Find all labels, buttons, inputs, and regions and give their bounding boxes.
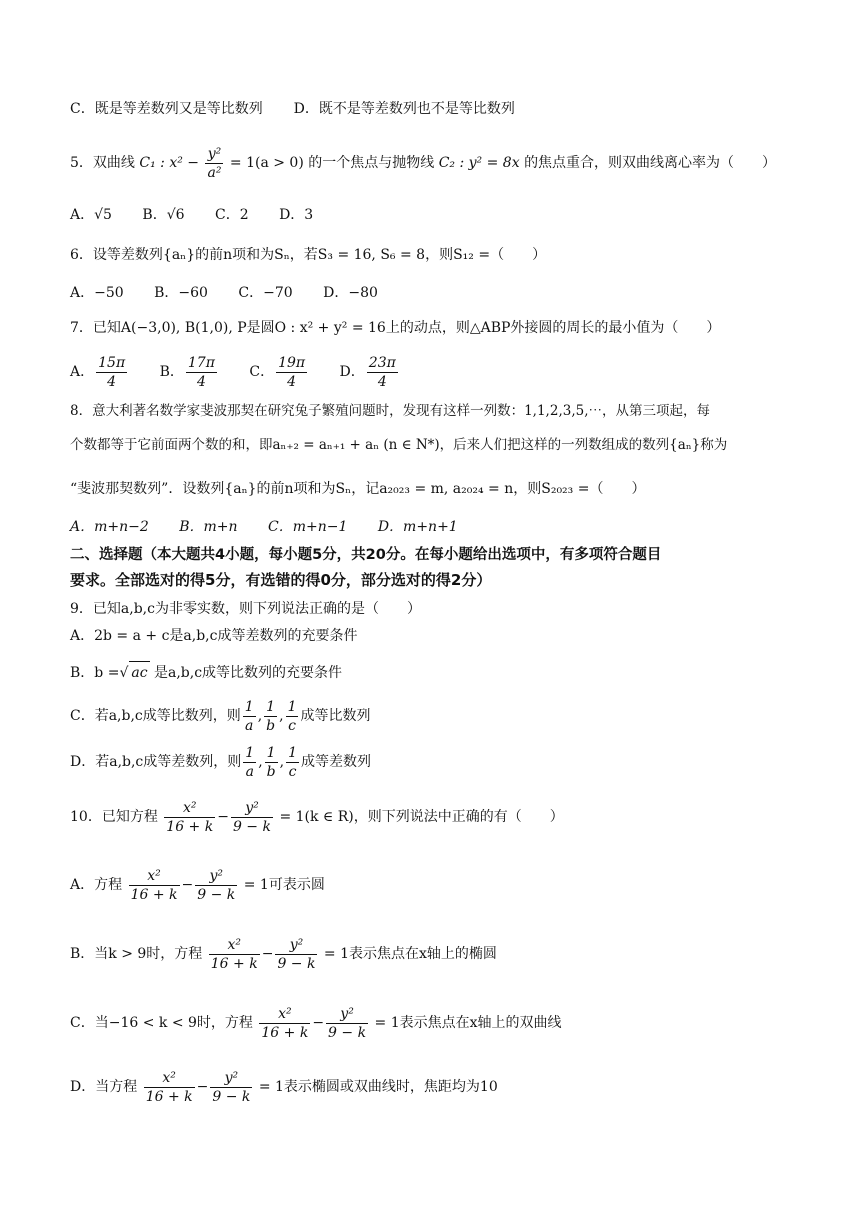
q5-option-a[interactable]: A．√5 — [70, 207, 112, 223]
section-2-heading-line-2: 要求。全部选对的得5分，有选错的得0分，部分选对的得2分） — [70, 571, 492, 589]
q7-option-d[interactable]: D． $\frac{23\pi}{4}$ — [339, 354, 396, 390]
q5-option-d[interactable]: D．3 — [279, 207, 314, 223]
q8-option-d[interactable]: D．m+n+1 — [377, 519, 458, 535]
q8-option-a[interactable]: A．m+n−2 — [70, 519, 149, 535]
q10-option-b[interactable]: B．当k > 9时，方程 $\frac{\text{x²}}{16 + k}$ − $\frac{\text{y²}}{9 - k}$ = 1表示焦点在x轴上的椭圆 — [70, 936, 497, 972]
q7-option-c[interactable]: C． $\frac{19\pi}{4}$ — [249, 354, 306, 390]
q8-options — [70, 516, 800, 538]
q10-option-d[interactable]: D．当方程 $\frac{\text{x²}}{16 + k}$ − $\frac{\text{y²}}{9 - k}$ = 1表示椭圆或双曲线时，焦距均为10 — [70, 1069, 498, 1105]
q9-option-b[interactable]: B．b =√ ac 是a,b,c成等比数列的充要条件 — [70, 661, 800, 684]
section-2-heading-line-1: 二、选择题（本大题共4小题，每小题5分，共20分。在每小题给出选项中，有多项符合题目 — [70, 547, 662, 563]
q6-options — [70, 282, 800, 304]
q8-line-3: “斐波那契数列”．设数列{aₙ}的前n项和为Sₙ，记a₂₀₂₃ = m, a₂₀₂₄ = n，则S₂₀₂₃ =（ ） — [70, 481, 646, 497]
q6-option-c[interactable]: C．−70 — [238, 285, 293, 301]
q7-options — [70, 352, 800, 392]
q5-middle: = 1(a > 0) 的一个焦点与抛物线 — [229, 155, 435, 171]
sqrt-symbol: √ — [119, 665, 129, 681]
q4-option-c[interactable]: C．既是等差数列又是等比数列 — [70, 101, 263, 117]
q5-stem — [70, 143, 800, 183]
q4-options — [70, 98, 800, 120]
q8-line-2: 个数都等于它前面两个数的和，即aₙ₊₂ = aₙ₊₁ + aₙ (n ∈ N*)，后来人们把这样的一列数组成的数列{aₙ}称为 — [70, 437, 728, 453]
q9-option-d[interactable]: D．若a,b,c成等差数列，则 $\frac{1}{a}$ , $\frac{1}{b}$ , $\frac{1}{c}$ 成等差数列 — [70, 744, 371, 780]
q7-option-b[interactable]: B． $\frac{17\pi}{4}$ — [159, 354, 215, 390]
q4-option-d[interactable]: D．既不是等差数列也不是等比数列 — [293, 101, 515, 117]
q10-stem: 10．已知方程 $\frac{\text{x²}}{16 + k}$ − $\frac{\text{y²}}{9 - k}$ = 1(k ∈ R)，则下列说法中正确的有（ ） — [70, 799, 564, 835]
q8-option-b[interactable]: B．m+n — [179, 519, 238, 535]
q5-option-b[interactable]: B．√6 — [142, 207, 185, 223]
q8-line-1: 8．意大利著名数学家斐波那契在研究兔子繁殖问题时，发现有这样一列数：1,1,2,3,5,⋯，从第三项起，每 — [70, 403, 710, 419]
q8-option-c[interactable]: C．m+n−1 — [268, 519, 348, 535]
q5-options — [70, 204, 800, 226]
q5-option-c[interactable]: C．2 — [214, 207, 249, 223]
q5-question: 的焦点重合，则双曲线离心率为（ ） — [524, 155, 777, 171]
q7-option-a[interactable]: A． $\frac{15\pi}{4}$ — [70, 354, 126, 390]
q7-stem: 7．已知A(−3,0), B(1,0), P是圆O : x² + y² = 16上的动点，则△ABP外接圆的周长的最小值为（ ） — [70, 320, 721, 336]
q5-prefix: 5．双曲线 — [70, 155, 135, 171]
q6-stem: 6．设等差数列{aₙ}的前n项和为Sₙ，若S₃ = 16, S₆ = 8，则S₁₂ =（ ） — [70, 247, 547, 263]
q9-stem: 9．已知a,b,c为非零实数，则下列说法正确的是（ ） — [70, 601, 421, 617]
q5-parabola: C₂ : y² = 8x — [438, 155, 520, 171]
q10-option-a[interactable]: A．方程 $\frac{\text{x²}}{16 + k}$ − $\frac{\text{y²}}{9 - k}$ = 1可表示圆 — [70, 867, 325, 903]
q6-option-d[interactable]: D．−80 — [323, 285, 378, 301]
q9-option-c[interactable]: C．若a,b,c成等比数列，则 $\frac{1}{a}$ , $\frac{1}{b}$ , $\frac{1}{c}$ 成等比数列 — [70, 698, 371, 734]
q5-fraction: $\frac{\text{y²}}{\text{a²}}$ — [207, 145, 222, 181]
q6-option-b[interactable]: B．−60 — [154, 285, 208, 301]
q5-hyperbola: C₁ : x² − — [139, 155, 200, 171]
q9-option-a[interactable]: A．2b = a + c是a,b,c成等差数列的充要条件 — [70, 628, 358, 644]
q6-option-a[interactable]: A．−50 — [70, 285, 124, 301]
q10-option-c[interactable]: C．当−16 < k < 9时，方程 $\frac{\text{x²}}{16 + k}$ − $\frac{\text{y²}}{9 - k}$ = 1表示焦点在x轴上的双曲线 — [70, 1005, 562, 1041]
